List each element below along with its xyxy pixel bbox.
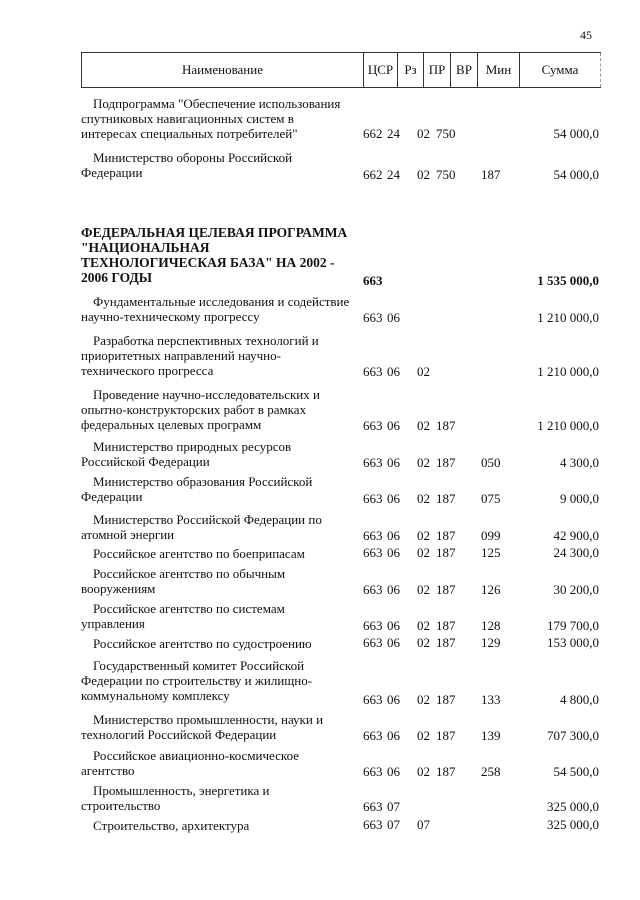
cell-rz: 06 xyxy=(387,528,400,543)
cell-vr: 187 xyxy=(436,635,456,650)
cell-csr: 662 xyxy=(363,126,383,141)
row-name xyxy=(81,546,361,561)
cell-rz: 06 xyxy=(387,418,400,433)
cell-rz: 06 xyxy=(387,310,400,325)
row-name-line: Министерство обороны Российской xyxy=(93,150,293,165)
row-name-line: "НАЦИОНАЛЬНАЯ xyxy=(81,240,210,255)
row-name-line: агентство xyxy=(81,763,135,778)
cell-vr: 187 xyxy=(436,545,456,560)
cell-sum: 325 000,0 xyxy=(547,799,599,814)
header-csr: ЦСР xyxy=(363,53,397,87)
cell-pr: 02 xyxy=(417,618,430,633)
cell-sum: 42 900,0 xyxy=(553,528,599,543)
cell-rz: 06 xyxy=(387,455,400,470)
row-name xyxy=(81,225,361,285)
cell-csr: 663 xyxy=(363,618,383,633)
cell-min: 139 xyxy=(481,728,501,743)
cell-vr: 750 xyxy=(436,126,456,141)
row-name-line: Российское авиационно-космическое xyxy=(93,748,300,763)
cell-min: 187 xyxy=(481,167,501,182)
row-name xyxy=(81,636,361,651)
row-name-line: Промышленность, энергетика и xyxy=(93,783,270,798)
cell-vr: 187 xyxy=(436,582,456,597)
cell-csr: 663 xyxy=(363,728,383,743)
row-name-line: Подпрограмма "Обеспечение использования xyxy=(93,96,341,111)
table-row xyxy=(81,387,601,433)
cell-pr: 02 xyxy=(417,528,430,543)
table-row xyxy=(81,294,601,325)
table-row xyxy=(81,658,601,707)
row-name xyxy=(81,712,361,742)
page-number: 45 xyxy=(580,28,592,42)
header-sum: Сумма xyxy=(519,53,601,87)
row-name-line: ФЕДЕРАЛЬНАЯ ЦЕЛЕВАЯ ПРОГРАММА xyxy=(81,225,348,240)
cell-sum: 30 200,0 xyxy=(553,582,599,597)
cell-sum: 1 210 000,0 xyxy=(537,418,599,433)
row-name-line: интересах специальных потребителей" xyxy=(81,126,298,141)
header-pr: ПР xyxy=(423,53,450,87)
cell-pr: 02 xyxy=(417,126,430,141)
row-name-line: Российской Федерации xyxy=(81,454,210,469)
row-name xyxy=(81,658,361,703)
row-name xyxy=(81,783,361,813)
row-name-line: Строительство, архитектура xyxy=(93,818,250,833)
cell-vr: 187 xyxy=(436,418,456,433)
cell-rz: 06 xyxy=(387,692,400,707)
row-name xyxy=(81,387,361,432)
cell-vr: 750 xyxy=(436,167,456,182)
row-name-line: Федерации xyxy=(81,489,143,504)
row-name-line: управления xyxy=(81,616,145,631)
cell-csr: 663 xyxy=(363,273,383,288)
cell-pr: 07 xyxy=(417,817,430,832)
cell-sum: 54 000,0 xyxy=(553,126,599,141)
cell-rz: 06 xyxy=(387,618,400,633)
row-name xyxy=(81,818,361,833)
row-name-line: Государственный комитет Российской xyxy=(93,658,305,673)
table-row xyxy=(81,566,601,597)
cell-csr: 663 xyxy=(363,364,383,379)
header-vr: ВР xyxy=(450,53,477,87)
cell-csr: 663 xyxy=(363,528,383,543)
table-row xyxy=(81,818,601,832)
row-name-line: Фундаментальные исследования и содействие xyxy=(93,294,350,309)
cell-csr: 663 xyxy=(363,692,383,707)
table-row xyxy=(81,439,601,470)
row-name xyxy=(81,294,361,324)
row-name xyxy=(81,748,361,778)
row-name xyxy=(81,512,361,542)
cell-csr: 663 xyxy=(363,310,383,325)
row-name-line: Российское агентство по судостроению xyxy=(93,636,312,651)
cell-csr: 663 xyxy=(363,635,383,650)
table-row xyxy=(81,225,601,288)
cell-pr: 02 xyxy=(417,635,430,650)
cell-csr: 663 xyxy=(363,545,383,560)
cell-rz: 06 xyxy=(387,728,400,743)
row-name-line: коммунальному комплексу xyxy=(81,688,230,703)
cell-sum: 179 700,0 xyxy=(547,618,599,633)
cell-sum: 54 500,0 xyxy=(553,764,599,779)
cell-min: 258 xyxy=(481,764,501,779)
cell-csr: 663 xyxy=(363,817,383,832)
row-name-line: строительство xyxy=(81,798,161,813)
table-row xyxy=(81,512,601,543)
table-row xyxy=(81,601,601,633)
row-name-line: 2006 ГОДЫ xyxy=(81,270,153,285)
cell-pr: 02 xyxy=(417,455,430,470)
header-rz: Рз xyxy=(397,53,423,87)
cell-pr: 02 xyxy=(417,764,430,779)
cell-sum: 325 000,0 xyxy=(547,817,599,832)
table-row xyxy=(81,546,601,560)
cell-rz: 06 xyxy=(387,764,400,779)
cell-pr: 02 xyxy=(417,582,430,597)
cell-min: 125 xyxy=(481,545,501,560)
cell-csr: 663 xyxy=(363,582,383,597)
row-name-line: опытно-конструкторских работ в рамках xyxy=(81,402,307,417)
cell-min: 075 xyxy=(481,491,501,506)
cell-rz: 07 xyxy=(387,799,400,814)
header-min: Мин xyxy=(477,53,519,87)
row-name-line: Министерство Российской Федерации по xyxy=(93,512,322,527)
cell-vr: 187 xyxy=(436,618,456,633)
cell-min: 133 xyxy=(481,692,501,707)
cell-pr: 02 xyxy=(417,545,430,560)
row-name-line: Федерации по строительству и жилищно- xyxy=(81,673,313,688)
table-row xyxy=(81,636,601,650)
cell-min: 129 xyxy=(481,635,501,650)
row-name-line: Российское агентство по обычным xyxy=(93,566,286,581)
row-name-line: вооружениям xyxy=(81,581,156,596)
cell-csr: 663 xyxy=(363,455,383,470)
table-row xyxy=(81,96,601,141)
cell-rz: 24 xyxy=(387,167,400,182)
row-name xyxy=(81,333,361,378)
row-name xyxy=(81,601,361,631)
cell-pr: 02 xyxy=(417,167,430,182)
row-name-line: Министерство природных ресурсов xyxy=(93,439,292,454)
cell-sum: 153 000,0 xyxy=(547,635,599,650)
row-name-line: федеральных целевых программ xyxy=(81,417,262,432)
cell-sum: 4 800,0 xyxy=(560,692,599,707)
row-name-line: Российское агентство по системам xyxy=(93,601,285,616)
cell-csr: 662 xyxy=(363,167,383,182)
cell-rz: 07 xyxy=(387,817,400,832)
row-name-line: атомной энергии xyxy=(81,527,175,542)
cell-rz: 06 xyxy=(387,491,400,506)
cell-vr: 187 xyxy=(436,764,456,779)
cell-pr: 02 xyxy=(417,418,430,433)
table-row xyxy=(81,748,601,779)
cell-rz: 06 xyxy=(387,582,400,597)
cell-min: 099 xyxy=(481,528,501,543)
table-row xyxy=(81,474,601,506)
cell-pr: 02 xyxy=(417,491,430,506)
row-name xyxy=(81,566,361,596)
row-name-line: технического прогресса xyxy=(81,363,214,378)
row-name xyxy=(81,96,361,141)
table-row xyxy=(81,150,601,182)
row-name-line: Проведение научно-исследовательских и xyxy=(93,387,320,402)
cell-rz: 24 xyxy=(387,126,400,141)
row-name-line: Российское агентство по боеприпасам xyxy=(93,546,305,561)
cell-vr: 187 xyxy=(436,491,456,506)
cell-min: 050 xyxy=(481,455,501,470)
row-name-line: Разработка перспективных технологий и xyxy=(93,333,319,348)
cell-rz: 06 xyxy=(387,364,400,379)
table-header xyxy=(81,52,601,88)
cell-sum: 1 210 000,0 xyxy=(537,364,599,379)
cell-csr: 663 xyxy=(363,491,383,506)
cell-vr: 187 xyxy=(436,728,456,743)
cell-min: 126 xyxy=(481,582,501,597)
cell-rz: 06 xyxy=(387,545,400,560)
cell-csr: 663 xyxy=(363,418,383,433)
cell-vr: 187 xyxy=(436,528,456,543)
cell-sum: 24 300,0 xyxy=(553,545,599,560)
row-name-line: спутниковых навигационных систем в xyxy=(81,111,294,126)
row-name xyxy=(81,439,361,469)
cell-pr: 02 xyxy=(417,364,430,379)
cell-sum: 9 000,0 xyxy=(560,491,599,506)
row-name-line: Федерации xyxy=(81,165,143,180)
row-name-line: ТЕХНОЛОГИЧЕСКАЯ БАЗА" НА 2002 - xyxy=(81,255,335,270)
cell-csr: 663 xyxy=(363,764,383,779)
cell-sum: 4 300,0 xyxy=(560,455,599,470)
row-name xyxy=(81,474,361,504)
table-row xyxy=(81,783,601,814)
cell-sum: 54 000,0 xyxy=(553,167,599,182)
header-name: Наименование xyxy=(182,62,263,77)
cell-pr: 02 xyxy=(417,728,430,743)
table-row xyxy=(81,712,601,743)
cell-sum: 1 210 000,0 xyxy=(537,310,599,325)
table-row xyxy=(81,333,601,379)
cell-vr: 187 xyxy=(436,455,456,470)
row-name-line: приоритетных направлений научно- xyxy=(81,348,281,363)
cell-sum: 1 535 000,0 xyxy=(537,273,599,288)
cell-pr: 02 xyxy=(417,692,430,707)
cell-rz: 06 xyxy=(387,635,400,650)
row-name xyxy=(81,150,361,180)
cell-sum: 707 300,0 xyxy=(547,728,599,743)
row-name-line: Министерство образования Российской xyxy=(93,474,313,489)
cell-vr: 187 xyxy=(436,692,456,707)
cell-min: 128 xyxy=(481,618,501,633)
row-name-line: Министерство промышленности, науки и xyxy=(93,712,324,727)
row-name-line: технологий Российской Федерации xyxy=(81,727,277,742)
row-name-line: научно-техническому прогрессу xyxy=(81,309,260,324)
cell-csr: 663 xyxy=(363,799,383,814)
